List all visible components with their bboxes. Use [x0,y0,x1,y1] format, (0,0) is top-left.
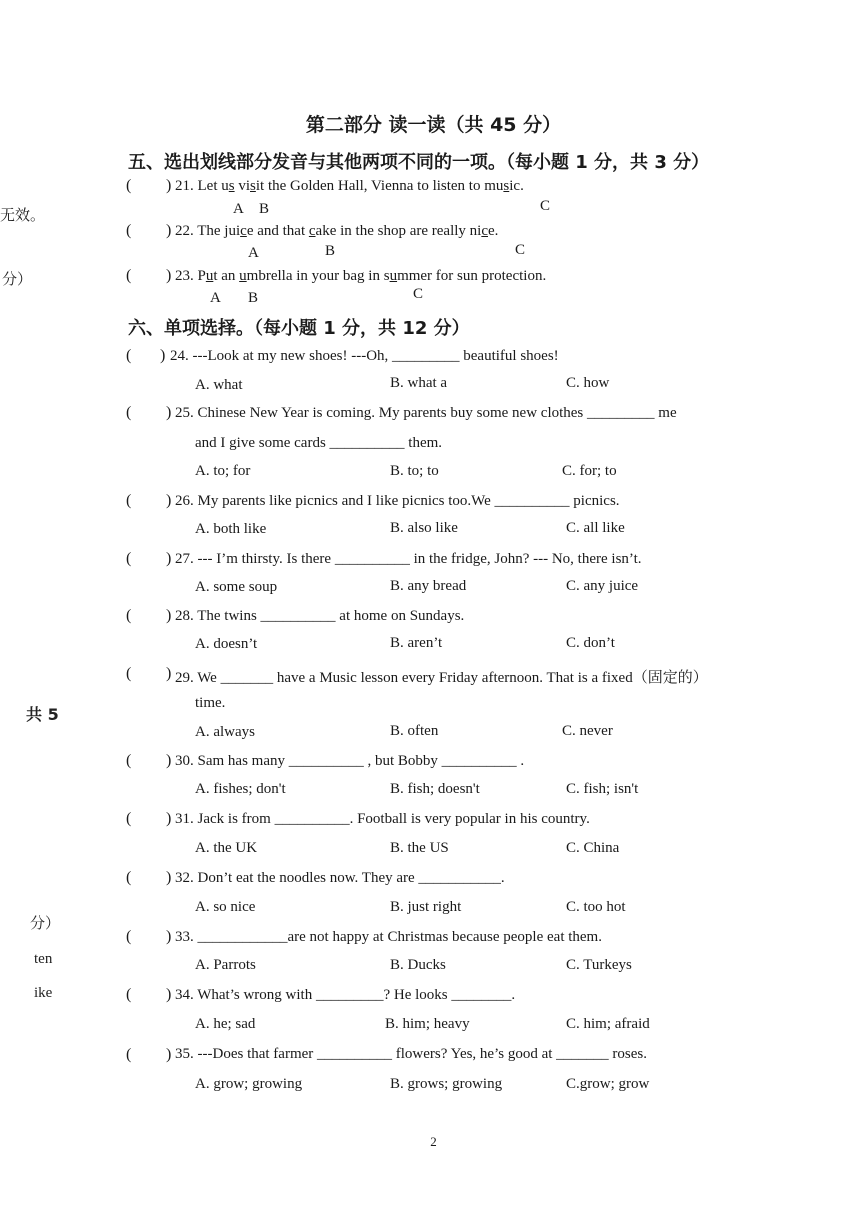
label-c: C [413,286,424,302]
answer-paren-close: ) [166,404,172,421]
section-5-title: 五、选出划线部分发音与其他两项不同的一项。（每小题 1 分，共 3 分） [128,152,710,173]
answer-paren-open: ( [126,177,132,194]
option-a: A. he; sad [195,1016,256,1032]
option-a: A. doesn’t [195,636,258,652]
option-a: A. so nice [195,899,256,915]
question-28: 28. The twins __________ at home on Sundays. [175,608,465,624]
question-29-line2: time. [195,695,226,711]
answer-paren-open: ( [126,492,132,509]
answer-paren-close: ) [166,550,172,567]
question-26: 26. My parents like picnics and I like picnics too.We __________ picnics. [175,493,620,509]
margin-fragment: ike [34,985,53,1001]
section-6-title: 六、单项选择。（每小题 1 分，共 12 分） [128,318,470,339]
margin-fragment: 分） [30,914,61,932]
option-c: C. for; to [562,463,617,479]
option-b: B. him; heavy [385,1016,470,1032]
answer-paren-close: ) [166,752,172,769]
option-c: C.grow; grow [566,1076,650,1092]
option-b: B. often [390,723,439,739]
question-32: 32. Don’t eat the noodles now. They are ___________. [175,870,505,886]
label-b: B [248,290,259,306]
answer-paren-close: ) [166,1046,172,1063]
option-c: C. how [566,375,610,391]
question-21: 21. Let us visit the Golden Hall, Vienna to listen to music. [175,178,524,194]
answer-paren-close: ) [166,267,172,284]
question-34: 34. What’s wrong with _________? He looks ________. [175,987,516,1003]
question-29: 29. We _______ have a Music lesson every Friday afternoon. That is a fixed（固定的） [175,670,708,686]
question-25-line2: and I give some cards __________ them. [195,435,443,451]
answer-paren-close: ) [166,177,172,194]
question-25: 25. Chinese New Year is coming. My parents buy some new clothes _________ me [175,405,677,421]
answer-paren-close: ) [166,869,172,886]
answer-paren-close: ) [166,665,172,682]
option-c: C. fish; isn't [566,781,639,797]
answer-paren-close: ) [166,928,172,945]
option-b: B. aren’t [390,635,443,651]
option-b: B. just right [390,899,462,915]
label-a: A [233,201,244,217]
option-c: C. Turkeys [566,957,632,973]
option-b: B. Ducks [390,957,446,973]
question-31: 31. Jack is from __________. Football is very popular in his country. [175,811,590,827]
answer-paren-open: ( [126,222,132,239]
question-27: 27. --- I’m thirsty. Is there __________ in the fridge, John? --- No, there isn’t. [175,551,642,567]
answer-paren-open: ( [126,1046,132,1063]
answer-paren-open: ( [126,665,132,682]
option-a: A. both like [195,521,267,537]
answer-paren-close: ) [166,492,172,509]
option-c: C. him; afraid [566,1016,650,1032]
question-23: 23. Put an umbrella in your bag in summer for sun protection. [175,268,547,284]
part-title: 第二部分 读一读（共 45 分） [305,114,562,136]
option-b: B. any bread [390,578,467,594]
option-c: C. any juice [566,578,639,594]
option-b: B. grows; growing [390,1076,503,1092]
option-a: A. fishes; don't [195,781,286,797]
answer-paren-close: ) [166,222,172,239]
option-a: A. the UK [195,840,258,856]
option-a: A. what [195,377,243,393]
option-c: C. too hot [566,899,626,915]
option-a: A. some soup [195,579,278,595]
margin-fragment: ten [34,951,53,967]
question-30: 30. Sam has many __________ , but Bobby __________ . [175,753,525,769]
label-a: A [210,290,221,306]
answer-paren-open: ( [126,404,132,421]
answer-paren-open: ( [126,752,132,769]
question-35: 35. ---Does that farmer __________ flowers? Yes, he’s good at _______ roses. [175,1046,648,1062]
option-b: B. also like [390,520,458,536]
option-a: A. grow; growing [195,1076,303,1092]
question-24: 24. ---Look at my new shoes! ---Oh, _________ beautiful shoes! [170,348,559,364]
label-c: C [515,242,526,258]
label-b: B [325,243,336,259]
answer-paren-close: ) [166,607,172,624]
answer-paren-open: ( [126,869,132,886]
label-b: B [259,201,270,217]
option-b: B. fish; doesn't [390,781,480,797]
answer-paren-close: ) [166,986,172,1003]
answer-paren-open: ( [126,347,132,364]
label-c: C [540,198,551,214]
option-c: C. never [562,723,613,739]
answer-paren-open: ( [126,267,132,284]
margin-fragment: 分） [2,270,33,288]
label-a: A [248,245,259,261]
option-c: C. don’t [566,635,615,651]
option-b: B. what a [390,375,448,391]
answer-paren-open: ( [126,810,132,827]
option-b: B. the US [390,840,449,856]
answer-paren-open: ( [126,607,132,624]
option-c: C. all like [566,520,625,536]
question-33: 33. ____________are not happy at Christmas because people eat them. [175,929,602,945]
page-number: 2 [430,1134,437,1149]
option-a: A. always [195,724,255,740]
answer-paren-close: ) [166,810,172,827]
option-a: A. Parrots [195,957,256,973]
option-a: A. to; for [195,463,251,479]
option-b: B. to; to [390,463,439,479]
answer-paren-open: ( [126,986,132,1003]
question-22: 22. The juice and that cake in the shop are really nice. [175,223,499,239]
answer-paren-open: ( [126,928,132,945]
margin-fragment: 无效。 [0,206,46,224]
option-c: C. China [566,840,620,856]
margin-fragment: 共 5 [26,705,59,724]
answer-paren-close: ) [160,347,166,364]
answer-paren-open: ( [126,550,132,567]
